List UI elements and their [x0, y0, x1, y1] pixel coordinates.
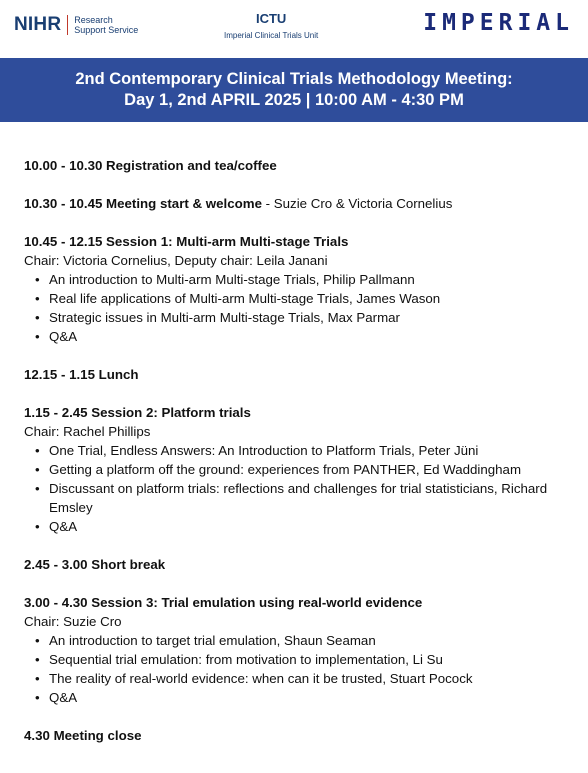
agenda-block [24, 156, 588, 175]
agenda-time-title: 10.00 - 10.30 Registration and tea/coffee [24, 158, 277, 173]
session-chair: Chair: Suzie Cro [24, 614, 122, 629]
talk-item: • Getting a platform off the ground: experiences from PANTHER, Ed Waddingham [49, 460, 588, 479]
imperial-logo: IMPERIAL [423, 10, 574, 36]
agenda-heading [24, 555, 588, 574]
ictu-subtitle: Imperial Clinical Trials Unit [224, 31, 319, 40]
agenda-block [24, 593, 588, 707]
agenda-time-title: 12.15 - 1.15 Lunch [24, 367, 139, 382]
talk-list [24, 631, 588, 707]
talk-item: • An introduction to Multi-arm Multi-stage Trials, Philip Pallmann [49, 270, 588, 289]
agenda-heading [24, 593, 588, 612]
talk-item: • An introduction to target trial emulation, Shaun Seaman [49, 631, 588, 650]
agenda-time-title: 4.30 Meeting close [24, 728, 142, 743]
session-chair: Chair: Victoria Cornelius, Deputy chair: Leila Janani [24, 253, 328, 268]
agenda-time-title: 10.45 - 12.15 Session 1: Multi-arm Multi-stage Trials [24, 234, 349, 249]
nihr-sub-line1: Research [74, 15, 113, 25]
nihr-subtitle [74, 15, 138, 35]
ictu-mark: ICTU [255, 11, 287, 26]
nihr-mark: NIHR [14, 14, 62, 35]
agenda-block [24, 403, 588, 536]
agenda-block [24, 194, 588, 213]
agenda-heading [24, 194, 588, 213]
agenda-heading [24, 156, 588, 175]
title-banner [0, 58, 588, 122]
agenda-heading [24, 365, 588, 384]
agenda-block [24, 365, 588, 384]
nihr-logo [14, 14, 138, 36]
banner-title-line1: 2nd Contemporary Clinical Trials Methodology Meeting: [75, 70, 513, 88]
talk-item: • Q&A [49, 517, 588, 536]
agenda-heading [24, 232, 588, 251]
agenda-block [24, 555, 588, 574]
banner-title-line2: Day 1, 2nd APRIL 2025 | 10:00 AM - 4:30 PM [124, 91, 464, 109]
agenda-speakers: - Suzie Cro & Victoria Cornelius [261, 196, 453, 211]
talk-item: • Q&A [49, 327, 588, 346]
nihr-sub-line2: Support Service [74, 25, 139, 35]
talk-item: • Q&A [49, 688, 588, 707]
talk-item: • Sequential trial emulation: from motivation to implementation, Li Su [49, 650, 588, 669]
talk-list [24, 441, 588, 536]
talk-item: • Discussant on platform trials: reflections and challenges for trial statisticians, Richard Emsley [49, 479, 588, 517]
nihr-divider [67, 15, 68, 35]
agenda-heading [24, 403, 588, 422]
session-chair: Chair: Rachel Phillips [24, 424, 151, 439]
agenda-block [24, 726, 588, 745]
logo-bar [0, 0, 588, 58]
talk-item: • The reality of real-world evidence: when can it be trusted, Stuart Pocock [49, 669, 588, 688]
agenda-time-title: 2.45 - 3.00 Short break [24, 557, 166, 572]
agenda [0, 122, 588, 745]
talk-item: • One Trial, Endless Answers: An Introduction to Platform Trials, Peter Jüni [49, 441, 588, 460]
talk-item: • Real life applications of Multi-arm Multi-stage Trials, James Wason [49, 289, 588, 308]
agenda-time-title: 1.15 - 2.45 Session 2: Platform trials [24, 405, 251, 420]
talk-list [24, 270, 588, 346]
ictu-logo [224, 11, 318, 40]
agenda-heading [24, 726, 588, 745]
agenda-time-title: 3.00 - 4.30 Session 3: Trial emulation using real-world evidence [24, 595, 423, 610]
talk-item: • Strategic issues in Multi-arm Multi-stage Trials, Max Parmar [49, 308, 588, 327]
agenda-time-title: 10.30 - 10.45 Meeting start & welcome [24, 196, 262, 211]
agenda-block [24, 232, 588, 346]
